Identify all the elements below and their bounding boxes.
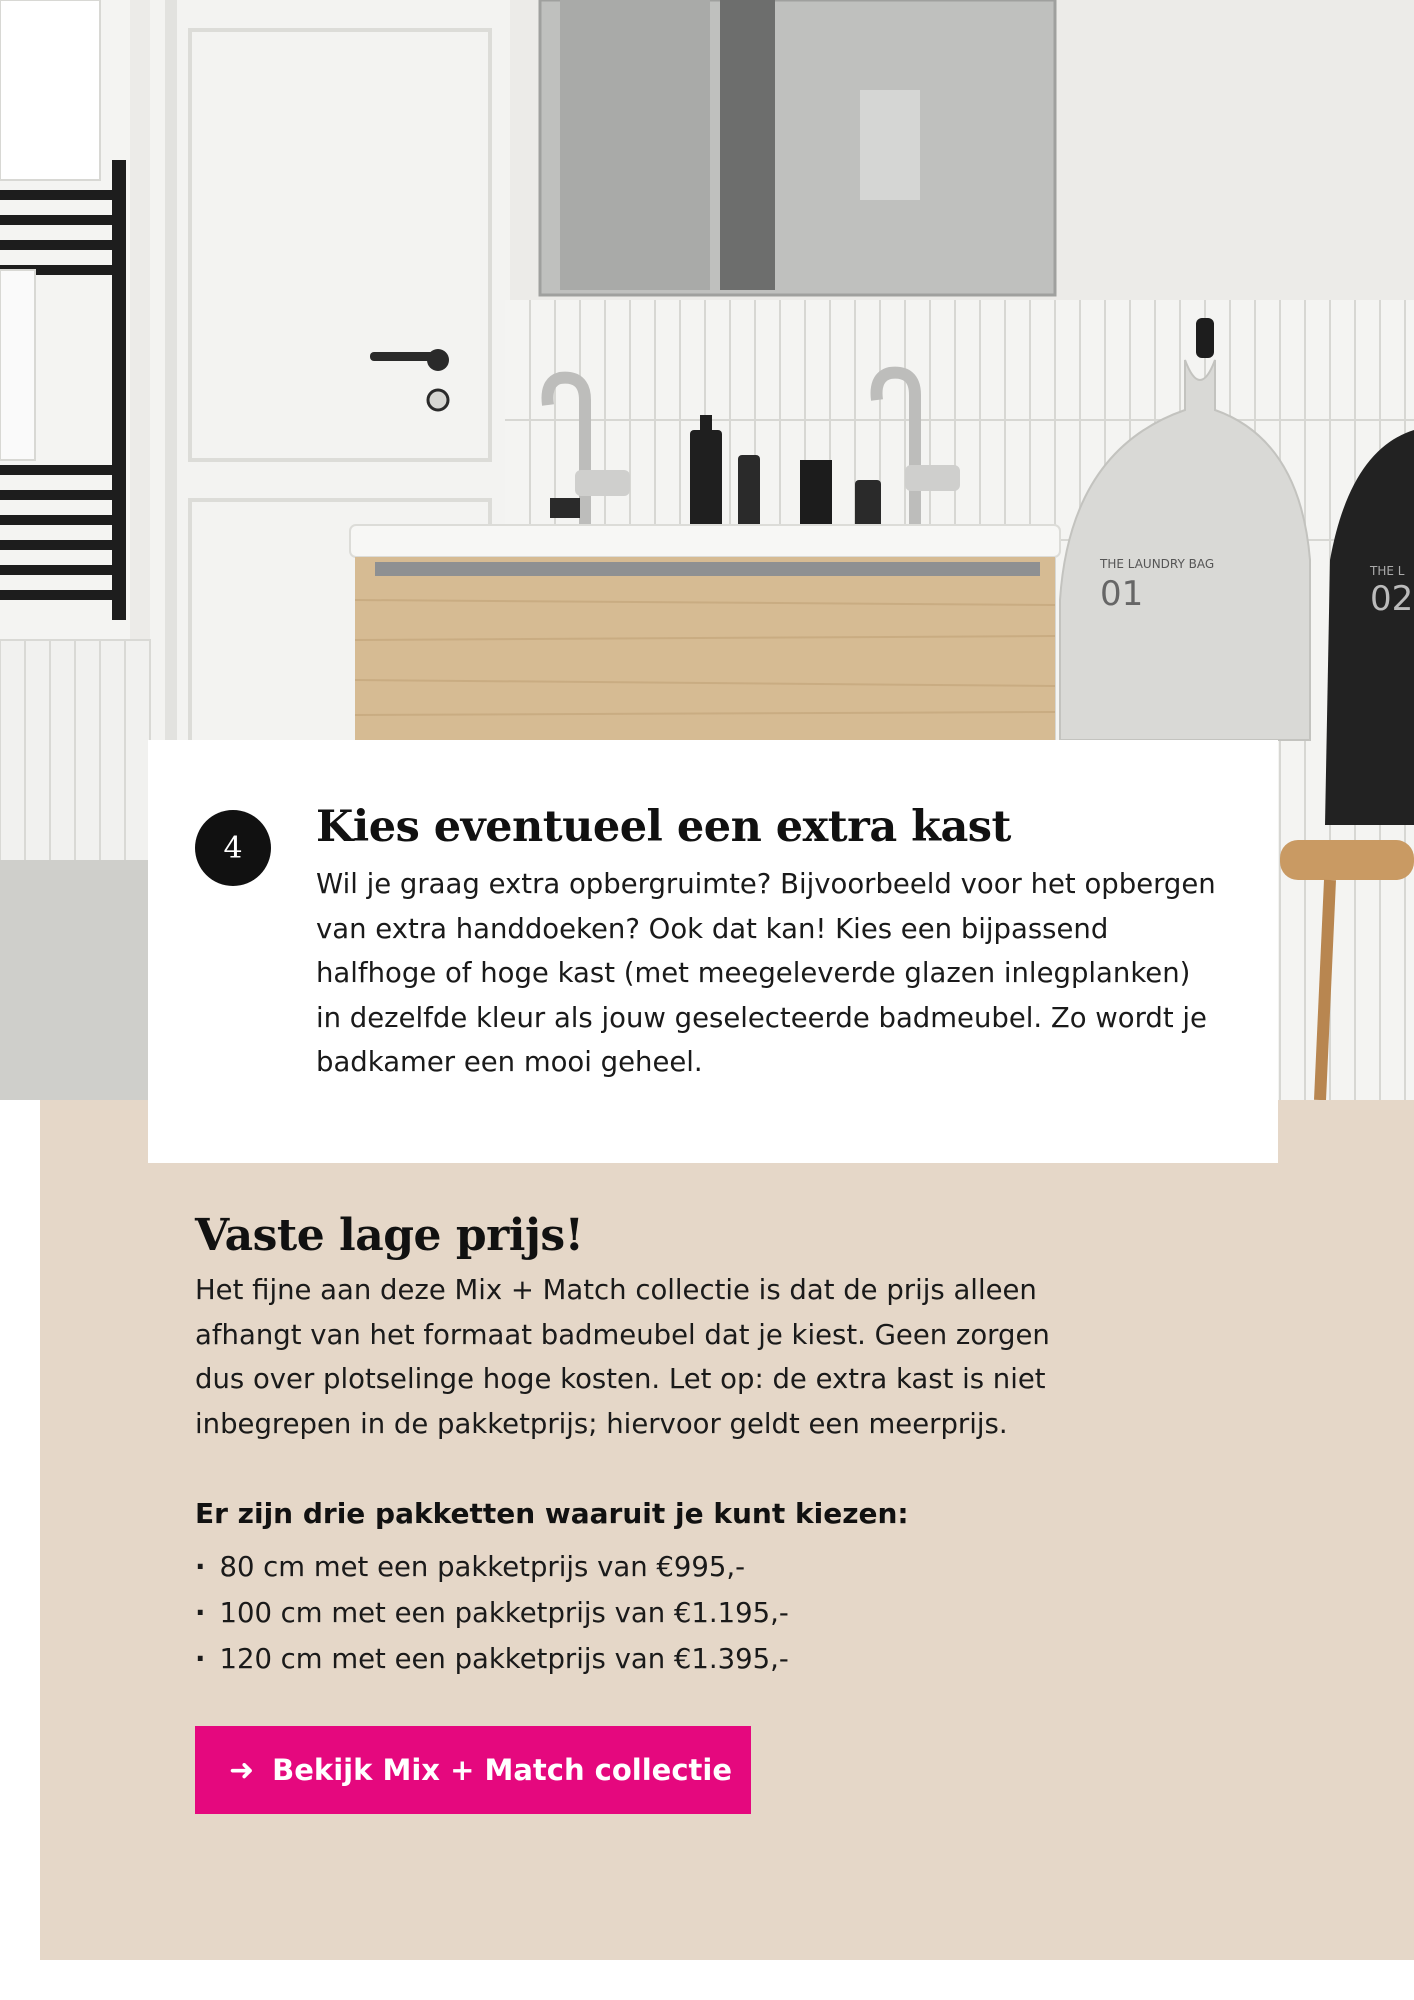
arrow-right-icon: ➜	[229, 1752, 255, 1788]
view-collection-label: Bekijk Mix + Match collectie	[272, 1753, 733, 1787]
bag-number-1: 01	[1100, 574, 1144, 614]
package-item-100: · 100 cm met een pakketprijs van €1.195,-	[195, 1590, 789, 1636]
step-title: Kies eventueel een extra kast	[316, 802, 1011, 852]
price-description: Het fijne aan deze Mix + Match collectie is dat de prijs alleen afhangt van het formaat badmeubel dat je kiest. Geen zorgen dus over plotselinge hoge kosten. Let op: de extra kast is niet inbegrepen in de pakketprijs; hiervoor geldt een meerprijs.	[195, 1274, 1050, 1440]
bag-label-1: THE LAUNDRY BAG	[1100, 557, 1215, 571]
step-card	[148, 740, 1278, 1163]
packages-heading: Er zijn drie pakketten waaruit je kunt kiezen:	[195, 1497, 909, 1530]
price-title: Vaste lage prijs!	[195, 1210, 584, 1261]
package-item-80: · 80 cm met een pakketprijs van €995,-	[195, 1544, 789, 1590]
bag-number-2: 02	[1370, 579, 1414, 619]
package-item-120: · 120 cm met een pakketprijs van €1.395,-	[195, 1636, 789, 1682]
step-description: Wil je graag extra opbergruimte? Bijvoorbeeld voor het opbergen van extra handdoeken? Ook dat kan! Kies een bijpassend halfhoge of hoge kast (met meegeleverde glazen inlegplanken) in dezelfde kleur als jouw geselecteerde badmeubel. Zo wordt je badkamer een mooi geheel.	[316, 868, 1216, 1078]
view-collection-button[interactable]	[195, 1726, 751, 1814]
bag-label-2: THE L	[1370, 564, 1405, 578]
packages-list	[195, 1544, 789, 1682]
step-number-badge: 4	[195, 810, 271, 886]
